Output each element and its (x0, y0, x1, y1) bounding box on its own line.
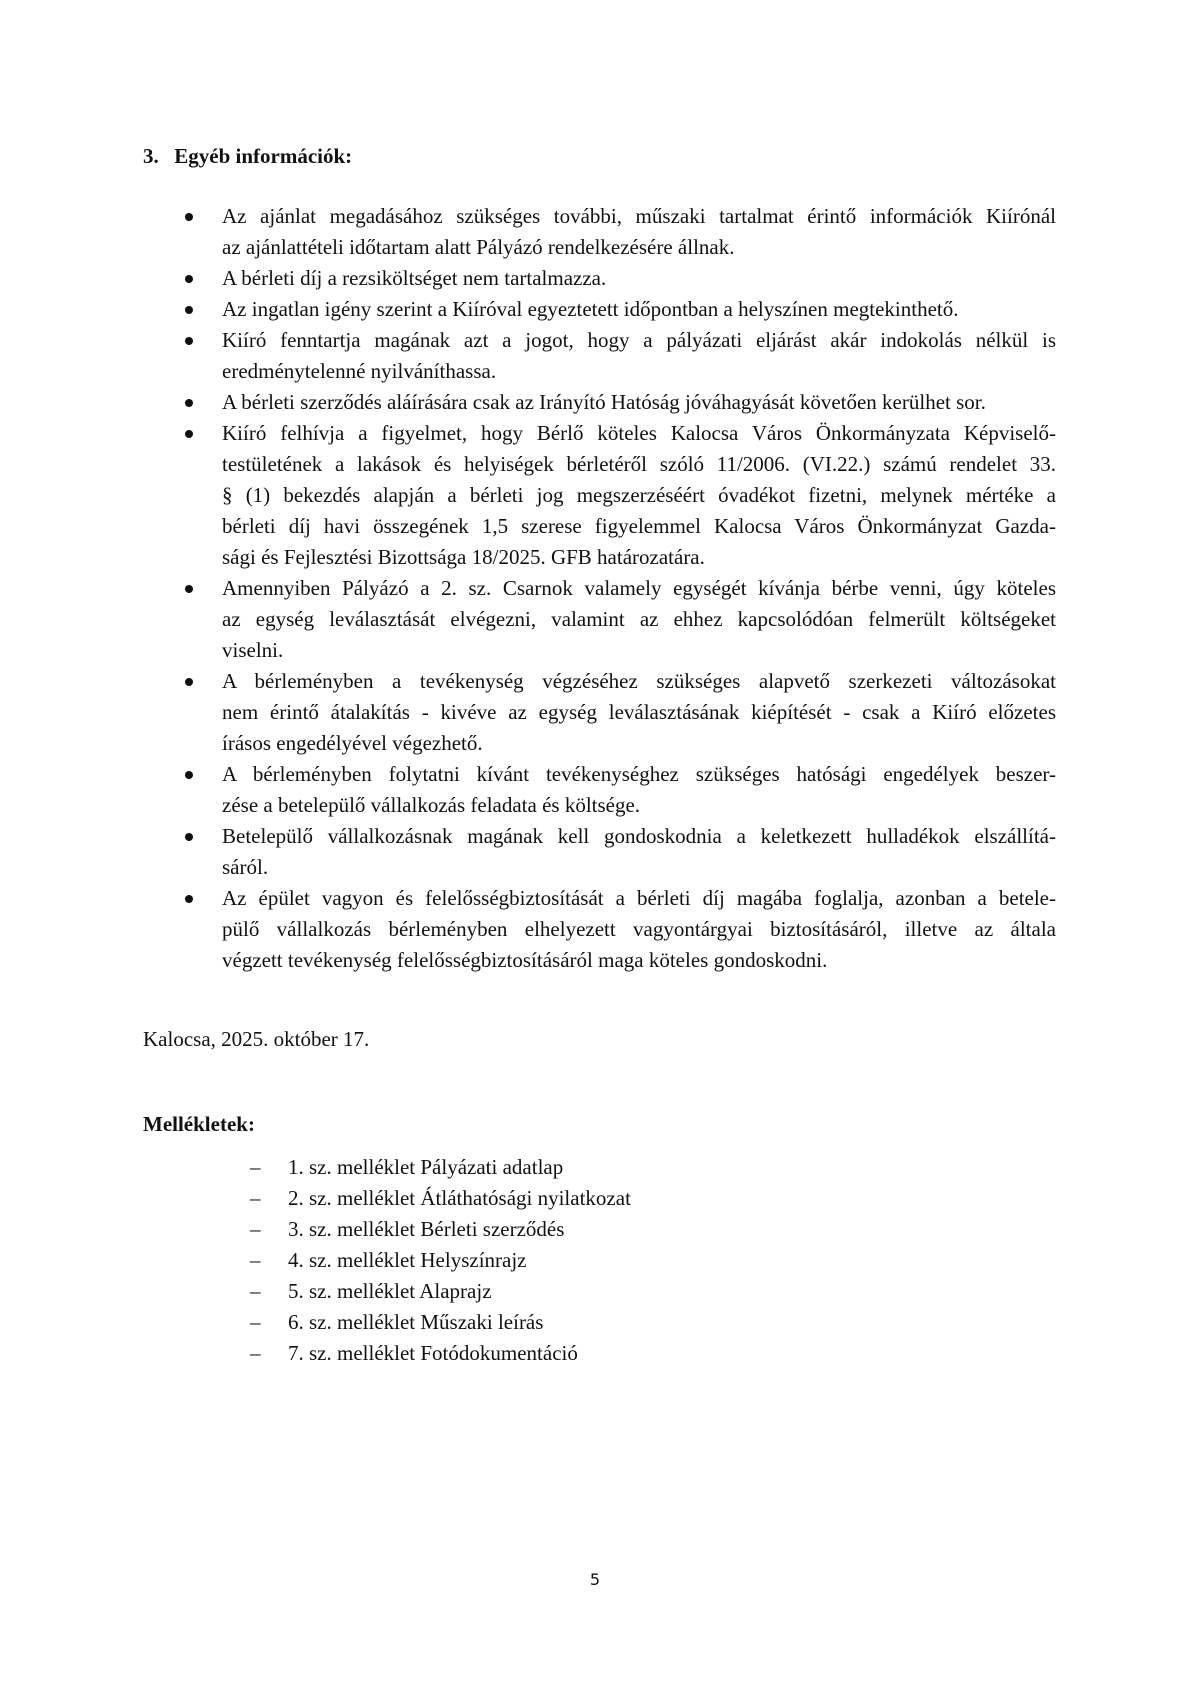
bullet-dot-icon (185, 337, 193, 345)
dash-bullet-icon: – (250, 1217, 261, 1241)
bullet-item (185, 573, 1056, 666)
bullet-item (185, 418, 1056, 573)
annexes-list (250, 1152, 631, 1369)
bullet-text-line: A bérleményben folytatni kívánt tevékenységhez szükséges hatósági engedélyek beszer- (222, 762, 1056, 786)
information-bullet-list (185, 201, 1056, 976)
bullet-dot-icon (185, 833, 193, 841)
bullet-text-line: Betelepülő vállalkozásnak magának kell gondoskodnia a keletkezett hulladékok elszállítá- (222, 824, 1056, 848)
bullet-text-line: az ajánlattételi időtartam alatt Pályázó rendelkezésére állnak. (222, 235, 735, 259)
annex-item (250, 1152, 631, 1183)
bullet-text-line: viselni. (222, 638, 284, 662)
annexes-heading: Mellékletek: (143, 1112, 255, 1136)
annex-label: 1. sz. melléklet Pályázati adatlap (288, 1155, 564, 1179)
bullet-text-line: Az épület vagyon és felelősségbiztosítását a bérleti díj magába foglalja, azonban a betele- (222, 886, 1056, 910)
bullet-text-line: A bérleményben a tevékenység végzéséhez szükséges alapvető szerkezeti változásokat (222, 669, 1056, 693)
bullet-text-line: Amennyiben Pályázó a 2. sz. Csarnok valamely egységét kívánja bérbe venni, úgy köteles (222, 576, 1056, 600)
page-number: 5 (589, 1570, 601, 1589)
bullet-text-line: Kiíró felhívja a figyelmet, hogy Bérlő köteles Kalocsa Város Önkormányzata Képviselő- (222, 421, 1056, 445)
annex-item (250, 1245, 631, 1276)
bullet-text-line: Az ingatlan igény szerint a Kiíróval egyeztetett időpontban a helyszínen megtekinthető. (222, 297, 959, 321)
bullet-dot-icon (185, 275, 193, 283)
dash-bullet-icon: – (250, 1279, 261, 1303)
bullet-dot-icon (185, 585, 193, 593)
annex-label: 6. sz. melléklet Műszaki leírás (288, 1310, 544, 1334)
bullet-text-line: nem érintő átalakítás - kivéve az egység leválasztásának kiépítését - csak a Kiíró előzetes (222, 700, 1056, 724)
annex-item (250, 1276, 631, 1307)
annex-item (250, 1338, 631, 1369)
annex-label: 2. sz. melléklet Átláthatósági nyilatkozat (288, 1186, 631, 1210)
bullet-text-line: sáról. (222, 855, 269, 879)
annex-label: 5. sz. melléklet Alaprajz (288, 1279, 492, 1303)
dash-bullet-icon: – (250, 1186, 261, 1210)
annex-item (250, 1214, 631, 1245)
bullet-dot-icon (185, 213, 193, 221)
bullet-item (185, 821, 1056, 883)
bullet-item (185, 759, 1056, 821)
bullet-text-line: A bérleti díj a rezsiköltséget nem tartalmazza. (222, 266, 607, 290)
bullet-dot-icon (185, 430, 193, 438)
bullet-item (185, 325, 1056, 387)
bullet-text-line: írásos engedélyével végezhető. (222, 731, 483, 755)
annex-label: 3. sz. melléklet Bérleti szerződés (288, 1217, 565, 1241)
bullet-item (185, 387, 1056, 418)
bullet-dot-icon (185, 399, 193, 407)
bullet-item (185, 666, 1056, 759)
annex-label: 7. sz. melléklet Fotódokumentáció (288, 1341, 578, 1365)
dash-bullet-icon: – (250, 1155, 261, 1179)
bullet-text-line: az egység leválasztását elvégezni, valamint az ehhez kapcsolódóan felmerült költségeket (222, 607, 1056, 631)
bullet-item (185, 883, 1056, 976)
place-and-date: Kalocsa, 2025. október 17. (143, 1027, 370, 1051)
bullet-text-line: pülő vállalkozás bérleményben elhelyezett vagyontárgyai biztosításáról, illetve az általa (222, 917, 1056, 941)
bullet-text-line: sági és Fejlesztési Bizottsága 18/2025. GFB határozatára. (222, 545, 705, 569)
bullet-dot-icon (185, 306, 193, 314)
bullet-text-line: A bérleti szerződés aláírására csak az Irányító Hatóság jóváhagyását követően kerülhet sor. (222, 390, 986, 414)
dash-bullet-icon: – (250, 1310, 261, 1334)
bullet-text-line: testületének a lakások és helyiségek bérletéről szóló 11/2006. (VI.22.) számú rendelet 33. (222, 452, 1056, 476)
bullet-text-line: bérleti díj havi összegének 1,5 szerese figyelemmel Kalocsa Város Önkormányzat Gazda- (222, 514, 1056, 538)
annex-label: 4. sz. melléklet Helyszínrajz (288, 1248, 527, 1272)
annex-item (250, 1183, 631, 1214)
bullet-text-line: Kiíró fenntartja magának azt a jogot, hogy a pályázati eljárást akár indokolás nélkül is (222, 328, 1056, 352)
bullet-item (185, 263, 1056, 294)
bullet-dot-icon (185, 771, 193, 779)
bullet-item (185, 294, 1056, 325)
bullet-item (185, 201, 1056, 263)
bullet-dot-icon (185, 895, 193, 903)
section-title: Egyéb információk: (174, 144, 353, 168)
section-heading (143, 142, 352, 170)
dash-bullet-icon: – (250, 1341, 261, 1365)
bullet-text-line: végzett tevékenység felelősségbiztosításáról maga köteles gondoskodni. (222, 948, 828, 972)
section-number: 3. (143, 144, 159, 168)
bullet-text-line: § (1) bekezdés alapján a bérleti jog megszerzéséért óvadékot fizetni, melynek mértéke a (222, 483, 1056, 507)
dash-bullet-icon: – (250, 1248, 261, 1272)
bullet-text-line: Az ajánlat megadásához szükséges további, műszaki tartalmat érintő információk Kiírónál (222, 204, 1056, 228)
bullet-text-line: zése a betelepülő vállalkozás feladata és költsége. (222, 793, 641, 817)
bullet-text-line: eredménytelenné nyilváníthassa. (222, 359, 497, 383)
annex-item (250, 1307, 631, 1338)
bullet-dot-icon (185, 678, 193, 686)
